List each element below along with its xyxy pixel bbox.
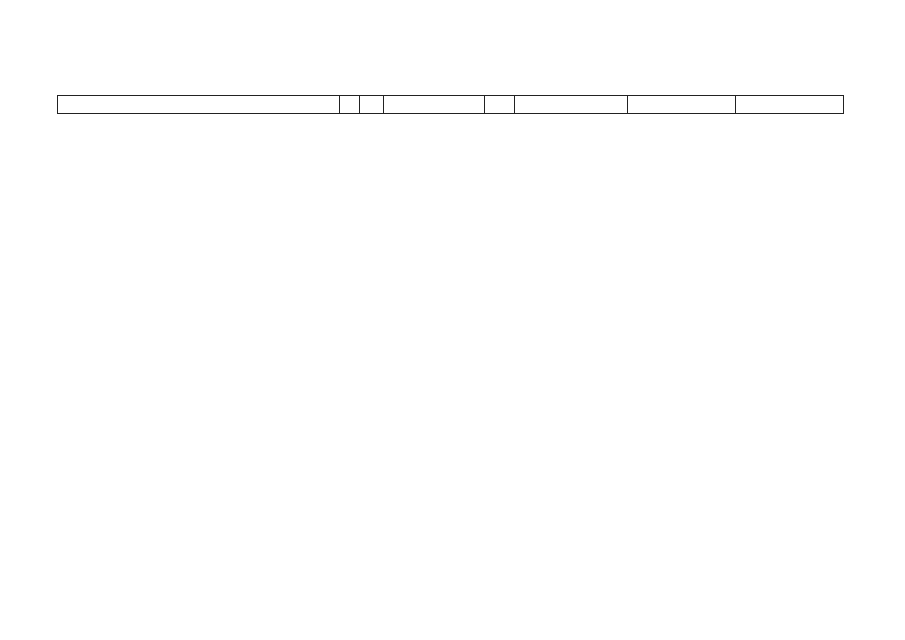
header-col-5 <box>485 96 515 113</box>
header-col-6 <box>515 96 628 113</box>
header-col-4 <box>384 96 485 113</box>
header-col-1 <box>58 96 340 113</box>
table-header <box>57 95 844 114</box>
header-col-3 <box>360 96 384 113</box>
header-col-2 <box>340 96 360 113</box>
header-col-8 <box>736 96 843 113</box>
header-col-7 <box>628 96 736 113</box>
